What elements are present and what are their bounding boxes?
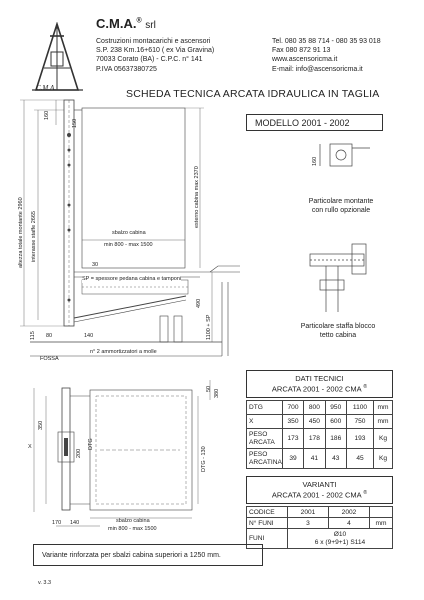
dim-490: 490 [196,298,202,308]
table-cell: 173 [282,429,303,449]
company-suffix: srl [145,20,156,31]
contact-phone: Tel. 080 35 88 714 - 080 35 93 018 [272,38,381,45]
funi-cell [288,529,393,549]
dati-tecnici-reg-mark: ® [363,384,368,390]
plan-50: 50 [206,385,212,392]
dim-80: 80 [46,333,53,339]
table-cell: 2001 [288,507,329,518]
table-cell: 700 [282,401,303,415]
table-cell: 2002 [329,507,370,518]
table-row [247,449,393,469]
model-label: MODELLO 2001 - 2002 [255,118,350,128]
plan-200: 200 [76,448,82,458]
plan-dtg130: DTG - 130 [201,446,207,472]
row-label: PESO ARCATINA [247,449,283,469]
table-cell: 600 [325,415,346,429]
dati-tecnici-table [246,400,393,469]
row-label: CODICE [247,507,288,518]
table-cell: 3 [288,518,329,529]
sp-note: SP = spessore pedana cabina e tamponi [82,276,182,282]
plan-140: 140 [70,520,80,526]
ammortizzatori-label: n° 2 ammortizzatori a molle [90,349,157,355]
dati-tecnici-subheading [247,383,392,394]
cabin-height-label: esterno cabina max 2370 [194,166,200,228]
address-line: P.IVA 05637380725 [96,65,157,73]
contact-website[interactable]: www.ascensoricma.it [272,56,338,64]
row-label: N° FUNI [247,518,288,529]
table-cell: 186 [325,429,346,449]
table-cell: 193 [346,429,373,449]
note-box [33,544,263,566]
contact-email[interactable]: E-mail: info@ascensoricma.it [272,65,363,73]
plan-dtg: DTG [88,438,94,450]
funi-line1: Ø10 [333,530,347,538]
detail1-caption-line: Particolare montante [308,198,374,205]
table-cell: 4 [329,518,370,529]
row-label: X [247,415,283,429]
dim-150: 150 [72,118,78,128]
varianti-box [246,476,393,504]
sbalzo-label: sbalzo cabina [112,230,146,236]
table-cell: 39 [282,449,303,469]
varianti-subheading-text: ARCATA 2001 - 2002 CMA [271,490,362,500]
contact-fax: Fax 080 872 91 13 [272,47,331,55]
dati-tecnici-subheading-text: ARCATA 2001 - 2002 CMA [271,384,362,394]
plan-x: X [28,444,32,450]
plan-350: 350 [38,420,44,430]
table-cell: 1100 [346,401,373,415]
varianti-table [246,506,393,549]
unit-cell: mm [374,401,393,415]
row-label: FUNI [247,529,288,549]
fossa-label: FOSSA [40,356,59,362]
unit-cell: mm [370,518,393,529]
table-row [247,415,393,429]
varianti-subheading [247,489,392,500]
table-cell: 178 [304,429,325,449]
varianti-heading: VARIANTI [302,480,337,489]
detail1-caption-line: con rullo opzionale [311,207,371,214]
unit-cell: mm [374,415,393,429]
dim-1100: 1100 + SP [206,314,212,340]
height-axle-label: interasse staffe 2665 [31,211,37,262]
company-name-text: C.M.A. [96,16,137,31]
plan-sbalzo: sbalzo cabina [116,518,150,524]
row-label: DTG [247,401,283,415]
unit-cell: Kg [374,429,393,449]
note-text: Variante rinforzata per sbalzi cabina superiori a 1250 mm. [42,552,221,559]
address-line: 70033 Corato (BA) - C.P.C. n° 141 [96,56,203,64]
table-row [247,401,393,415]
dati-tecnici-heading: DATI TECNICI [295,374,344,383]
table-row [247,518,393,529]
version-label: v. 3.3 [38,580,52,586]
row-label: PESO ARCATA [247,429,283,449]
table-row [247,529,393,549]
table-cell: 350 [282,415,303,429]
table-cell: 45 [346,449,373,469]
plan-170: 170 [52,520,62,526]
detail1-dim: 160 [312,156,318,166]
table-cell: 750 [346,415,373,429]
company-reg-mark: ® [136,17,142,25]
address-line: S.P. 238 Km.16+610 ( ex Via Gravina) [96,47,215,55]
page-title: SCHEDA TECNICA ARCATA IDRAULICA IN TAGLIA [126,88,380,100]
unit-cell: Kg [374,449,393,469]
dim-115: 115 [30,331,36,340]
dati-tecnici-box [246,370,393,398]
plan-sbalzo-range: min 800 - max 1500 [108,526,157,532]
table-cell: 950 [325,401,346,415]
height-frame-label: altezza totale montante 2960 [18,197,24,268]
dim-160-top: 160 [44,110,50,120]
table-cell: 800 [304,401,325,415]
dim-30: 30 [92,262,99,268]
sbalzo-range-label: min 800 - max 1500 [104,242,153,248]
varianti-reg-mark: ® [363,490,368,496]
plan-380: 380 [214,388,220,398]
detail2-caption-line: tetto cabina [319,332,357,339]
table-row [247,507,393,518]
dim-140: 140 [84,333,94,339]
table-cell: 43 [325,449,346,469]
address-line: Costruzioni montacarichi e ascensori [96,38,211,45]
table-row [247,429,393,449]
logo-text: C.M.A. [36,84,57,92]
unit-cell [370,507,393,518]
detail2-caption-line: Particolare staffa blocco [300,323,376,330]
funi-line2: 6 x (9+9+1) S114 [314,538,366,546]
table-cell: 450 [304,415,325,429]
table-cell: 41 [304,449,325,469]
